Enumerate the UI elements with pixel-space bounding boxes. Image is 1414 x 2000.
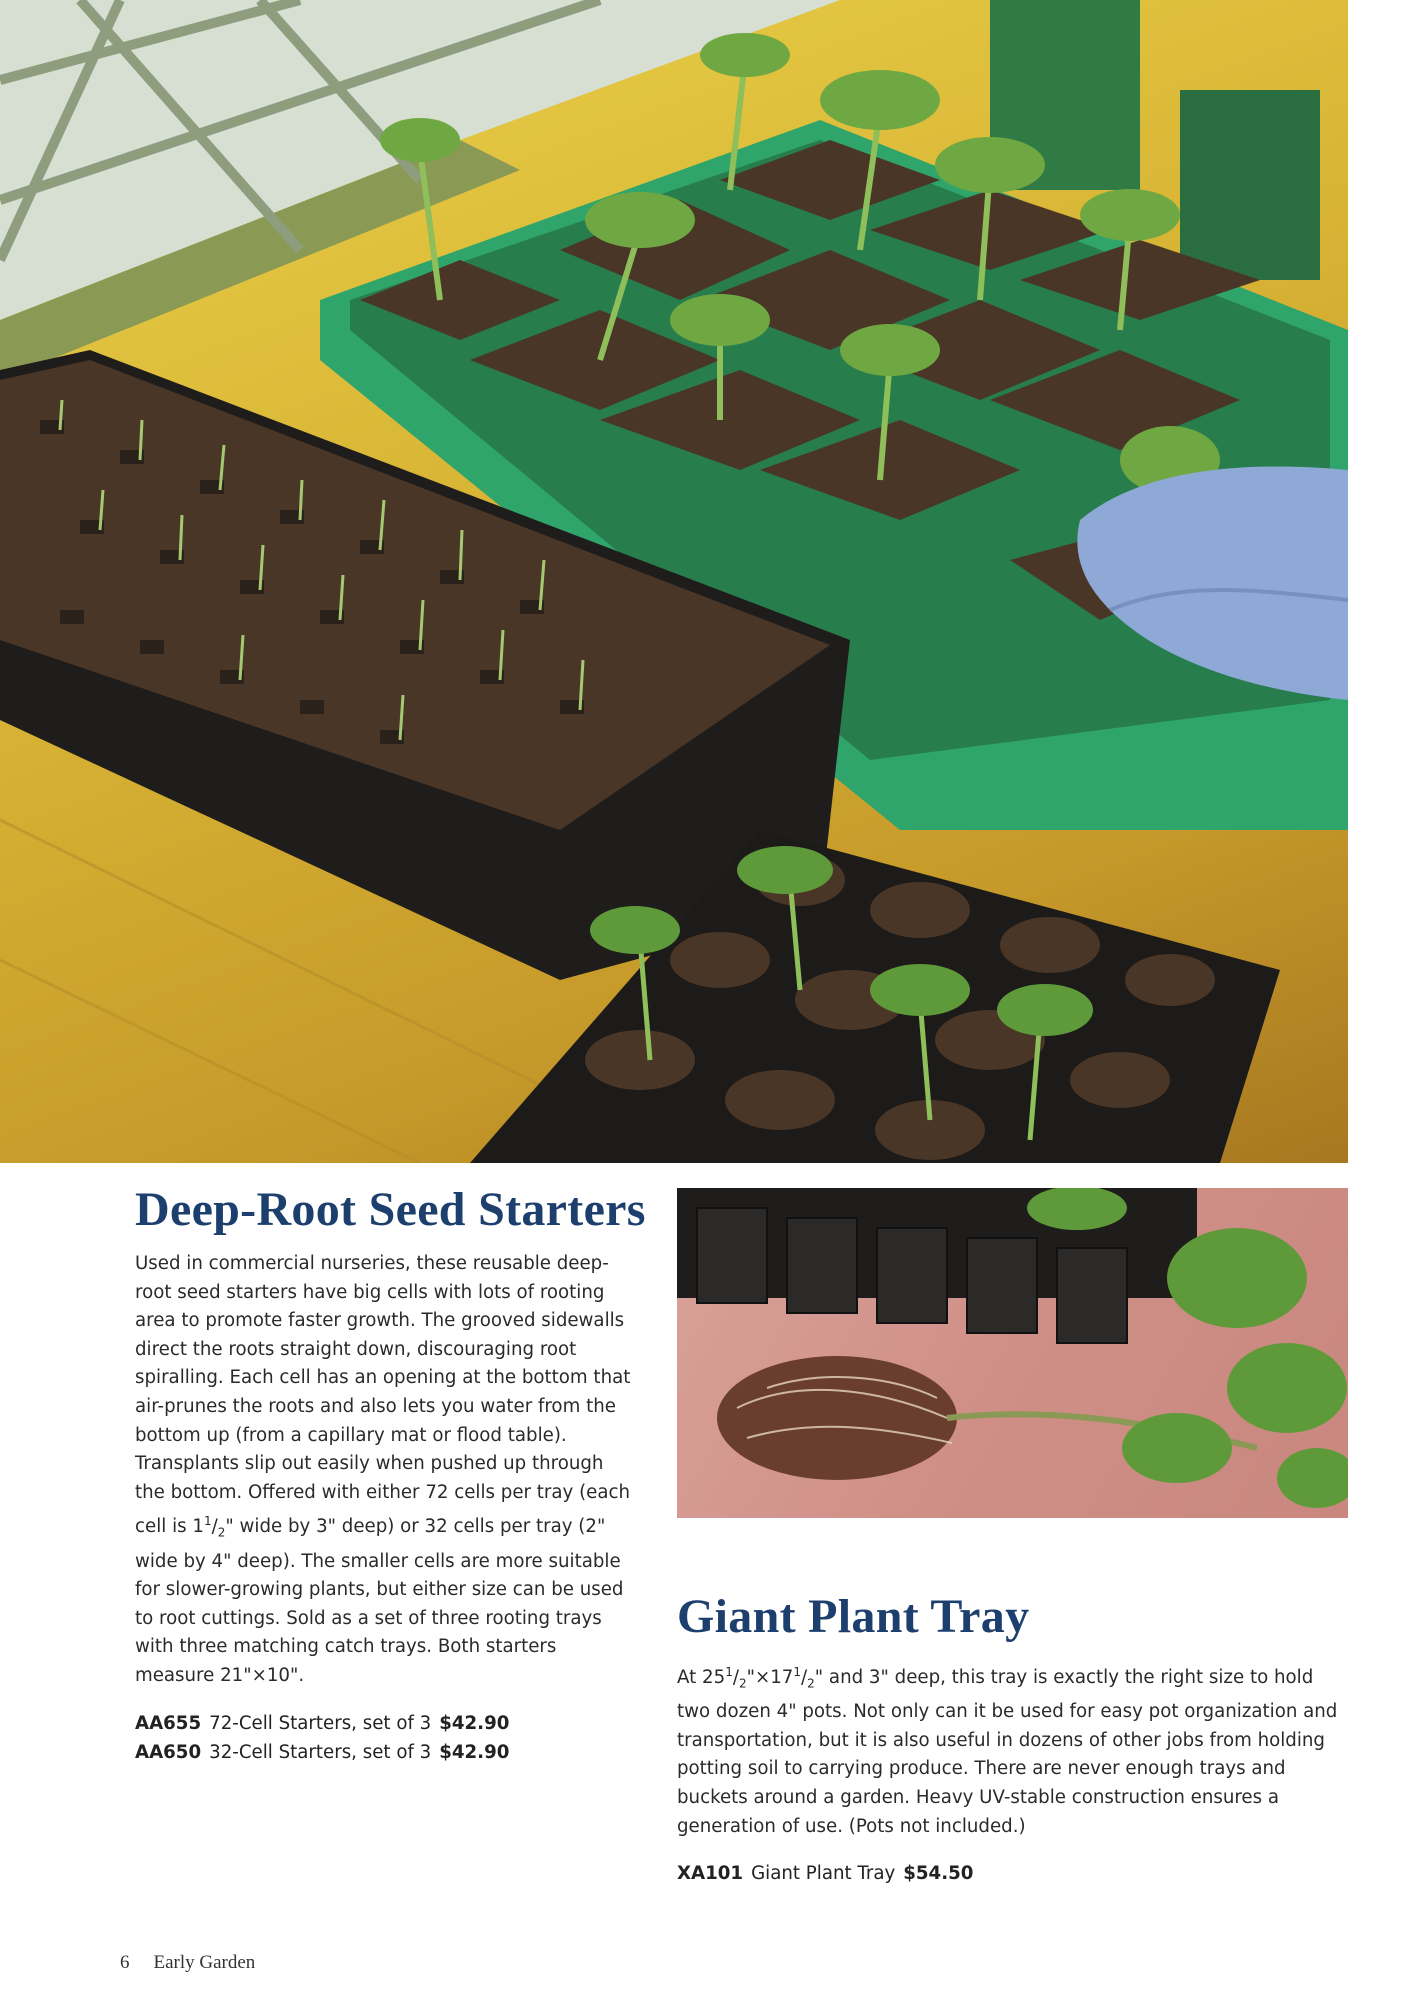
sku-name: 72-Cell Starters, set of 3 [209,1713,432,1734]
sku-line [135,1710,655,1739]
giant-tray-title: Giant Plant Tray [677,1590,1030,1643]
sku-price: $42.90 [439,1741,510,1763]
sku-line [135,1739,655,1768]
sku-code: AA650 [135,1741,202,1763]
deep-root-description: Used in commercial nurseries, these reusable deep-root seed starters have big cells with lots of rooting area to promote faster growth. The grooved sidewalls direct the roots straight down, discouraging root spiralling. Each cell has an opening at the bottom that air-prunes the roots and also lets you water from the bottom up (from a capillary mat or flood table). Transplants slip out easily when pushed up through the bottom. Offered with either 72 cells per tray (each cell is $1^1/_2$" wide by 3" deep) or 32 cells per tray (2" wide by 4" deep). The smaller cells are more suitable for slower-growing plants, but either size can be used to root cuttings. Sold as a set of three rooting trays with three matching catch trays. Both starters measure 21"×10". [135,1253,631,1687]
sku-code: AA655 [135,1713,202,1734]
sku-price: $54.50 [903,1863,974,1884]
deep-root-sku-list [135,1710,655,1767]
sku-price: $42.90 [439,1713,510,1734]
deep-root-title: Deep-Root Seed Starters [135,1183,646,1236]
sku-name: Giant Plant Tray [751,1863,896,1884]
giant-tray-photo [677,1188,1348,1518]
page-number: 6 [120,1952,130,1973]
root-ball-photo-icon [677,1188,1348,1518]
section-name: Early Garden [153,1952,256,1973]
giant-tray-description: At $25^1/_2"\times 17^1/_2$" and 3" deep, this tray is exactly the right size to hold two dozen 4" pots. Not only can it be used for easy pot organization and transportation, but it is also useful in dozens of other jobs from holding potting soil to carrying produce. There are never enough trays and buckets around a garden. Heavy UV-stable construction ensures a generation of use. (Pots not included.) [677,1665,1338,1837]
page-footer [120,1951,255,1975]
sku-name: 32-Cell Starters, set of 3 [209,1741,432,1763]
sku-code: XA101 [677,1863,744,1884]
giant-tray-sku [677,1860,1349,1889]
sku-line [677,1860,1349,1889]
